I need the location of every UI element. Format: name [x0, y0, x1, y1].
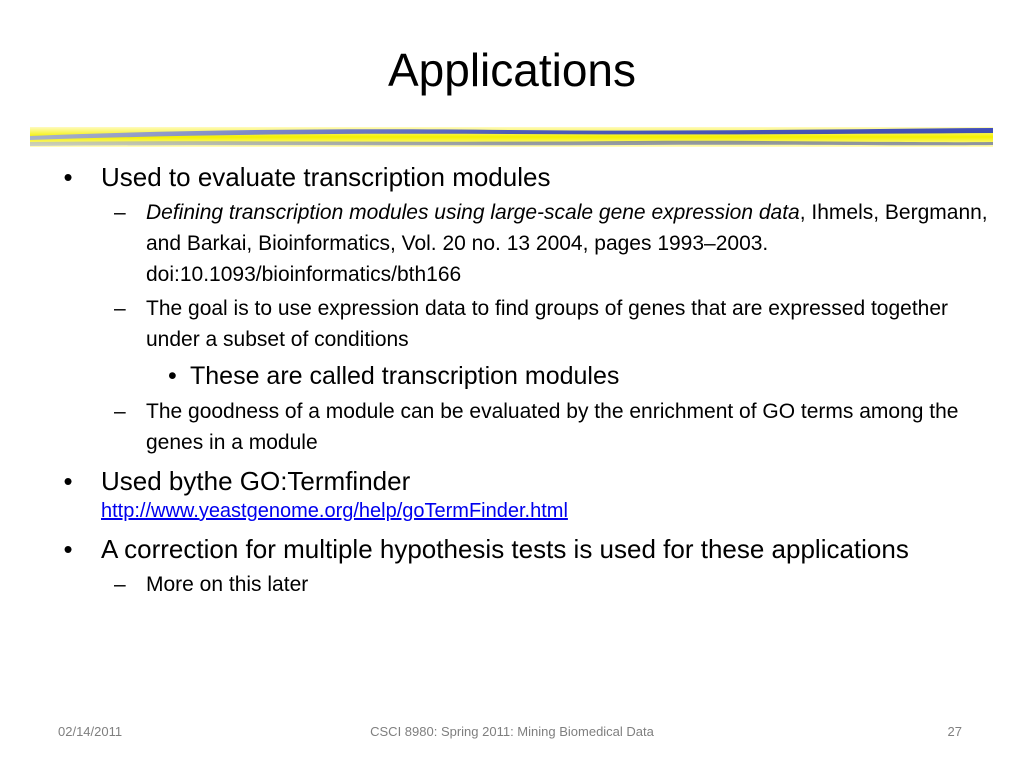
sub-bullet-item — [58, 293, 998, 355]
bullet-item — [58, 532, 998, 566]
sub-sub-bullet-text: These are called transcription modules — [190, 362, 620, 390]
footer-course: CSCI 8980: Spring 2011: Mining Biomedical Data — [370, 724, 654, 739]
bullet-item — [58, 160, 998, 194]
sub-sub-bullet-item — [58, 359, 998, 393]
sub-bullet-text: The goodness of a module can be evaluated by the enrichment of GO terms among the genes in a module — [146, 400, 959, 454]
dash-marker: – — [114, 400, 126, 423]
reference-details: , Ihmels, Bergmann, and Barkai, Bioinformatics, Vol. 20 no. 13 2004, pages 1993–2003. doi:10.1093/bioinformatics/bth166 — [146, 201, 988, 286]
sub-bullet-item — [58, 197, 998, 290]
dash-marker: – — [114, 201, 126, 224]
reference-title: Defining transcription modules using large-scale gene expression data — [146, 201, 800, 224]
bullet-text: Used to evaluate transcription modules — [101, 162, 551, 192]
bullet-marker: • — [63, 534, 73, 564]
footer-date: 02/14/2011 — [58, 724, 123, 739]
dash-marker: – — [114, 573, 126, 596]
bullet-text: A correction for multiple hypothesis tests is used for these applications — [101, 534, 909, 564]
sub-bullet-text: The goal is to use expression data to find groups of genes that are expressed together under a subset of conditions — [146, 297, 949, 351]
bullet-text: Used bythe GO:Termfinder — [101, 466, 411, 496]
bullet-marker: • — [168, 362, 177, 390]
bullet-item — [58, 464, 998, 524]
bullet-marker: • — [63, 466, 73, 496]
slide-title: Applications — [387, 44, 637, 96]
dash-marker: – — [114, 297, 126, 320]
title-underline-bar — [30, 127, 993, 147]
sub-bullet-item — [58, 396, 998, 458]
sub-bullet-item — [58, 569, 998, 600]
sub-bullet-text: More on this later — [146, 573, 309, 596]
bullet-marker: • — [63, 162, 73, 192]
slide-body — [58, 158, 998, 600]
footer-page-number: 27 — [947, 724, 962, 739]
goterm-finder-link[interactable]: http://www.yeastgenome.org/help/goTermFinder.html — [101, 500, 568, 522]
